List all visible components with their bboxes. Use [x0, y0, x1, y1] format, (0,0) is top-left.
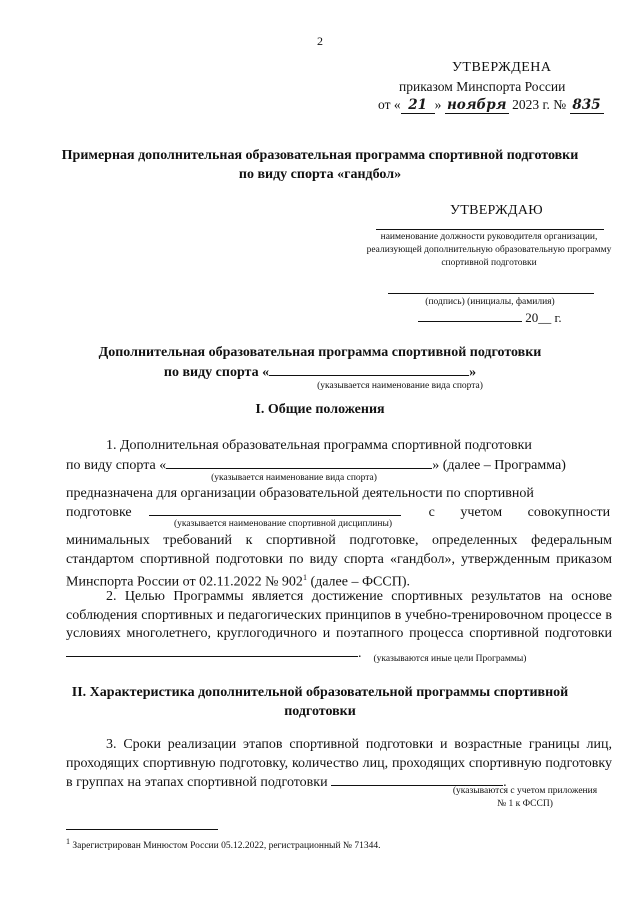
approve-date-blank: [418, 309, 522, 322]
approval-day: 21: [401, 97, 435, 114]
program-title: [60, 343, 580, 382]
signature-line: [388, 293, 594, 294]
position-caption: наименование должности руководителя организации, реализующей дополнительную образовательную программу спортивной подготовки: [366, 232, 612, 268]
p1-sport-blank: [166, 456, 432, 469]
p2-end: .: [358, 645, 362, 661]
p1-sport-suffix: » (далее – Программа): [432, 458, 566, 473]
p1-line1: 1. Дополнительная образовательная программа спортивной подготовки: [106, 438, 532, 453]
approval-order-line: приказом Минспорта России: [399, 79, 566, 94]
program-title-prefix: по виду спорта «: [163, 365, 270, 380]
footnote: [66, 837, 380, 851]
p3-caption: [440, 785, 610, 811]
p1-caption: (указывается наименование вида спорта): [211, 473, 377, 483]
approval-year: 2023 г. №: [512, 97, 567, 112]
approval-date-line: [378, 97, 604, 114]
program-title-suffix: »: [469, 365, 477, 380]
p2-text: 2. Целью Программы является достижение спортивных результатов на основе соблюдения спортивных и педагогических принципов в учебно-тренировочном процессе в условиях многолетнего, круглогодичного и поэтапного процесса спортивной подготовки: [66, 589, 612, 641]
approval-title: УТВЕРЖДЕНА: [452, 60, 552, 75]
p3-caption-line1: (указываются с учетом приложения: [452, 786, 598, 796]
p1-caption2: (указывается наименование спортивной дисциплины): [173, 519, 393, 529]
program-title-caption: (указывается наименование вида спорта): [317, 381, 483, 391]
p1-sport-prefix: по виду спорта «: [66, 458, 167, 473]
p1-line4-prefix: подготовке: [66, 505, 132, 520]
p1-line3: предназначена для организации образовательной деятельности по спортивной: [66, 486, 534, 501]
p2: [66, 588, 612, 663]
main-title: Примерная дополнительная образовательная программа спортивной подготовки по виду спорта «гандбол»: [61, 148, 579, 182]
approval-date-mid: »: [434, 97, 442, 112]
p1-discipline-blank: [149, 503, 401, 516]
approve-word: УТВЕРЖДАЮ: [450, 203, 543, 218]
footnote-text: Зарегистрирован Минюстом России 05.12.2022, регистрационный № 71344.: [70, 841, 381, 852]
program-title-line2: [60, 362, 580, 382]
approve-date: [418, 309, 562, 326]
p3-text: 3. Сроки реализации этапов спортивной подготовки и возрастные границы лиц, проходящих спортивную подготовку, количество лиц, проходящих спортивную подготовку в группах на этапах спортивной подготовки: [66, 737, 612, 790]
page-number: 2: [317, 34, 323, 48]
program-title-line1: Дополнительная образовательная программа спортивной подготовки: [98, 345, 542, 360]
position-line: [376, 229, 604, 230]
signature-caption: (подпись) (инициалы, фамилия): [425, 297, 555, 307]
approval-month: ноября: [445, 97, 509, 114]
approve-date-text: 20__ г.: [525, 310, 562, 325]
approval-number: 835: [570, 97, 604, 114]
p3-caption-line2: № 1 к ФССП): [497, 799, 553, 809]
p3-end: .: [503, 775, 507, 790]
footnote-mark: 1: [66, 837, 70, 846]
approval-date-prefix: от «: [378, 97, 401, 112]
p2-caption: (указываются иные цели Программы): [373, 654, 527, 664]
p1-line4-suffix: с учетом совокупности: [428, 505, 611, 520]
p1-rest: [66, 532, 612, 592]
p1-footnote-ref: 1: [302, 573, 307, 582]
section2-title: II. Характеристика дополнительной образовательной программы спортивной подготовки: [71, 685, 569, 719]
footnote-separator: [66, 829, 218, 830]
p1-rest-text: минимальных требований к спортивной подготовке, определенных федеральным стандартом спортивной подготовки по виду спорта «гандбол», утвержденным приказом Минспорта России от 02.11.2022 № 902: [66, 533, 612, 590]
p1-end: (далее – ФССП).: [306, 574, 410, 590]
p2-blank: [66, 644, 358, 657]
program-sport-blank: [269, 362, 469, 376]
section1-title: I. Общие положения: [255, 402, 385, 417]
